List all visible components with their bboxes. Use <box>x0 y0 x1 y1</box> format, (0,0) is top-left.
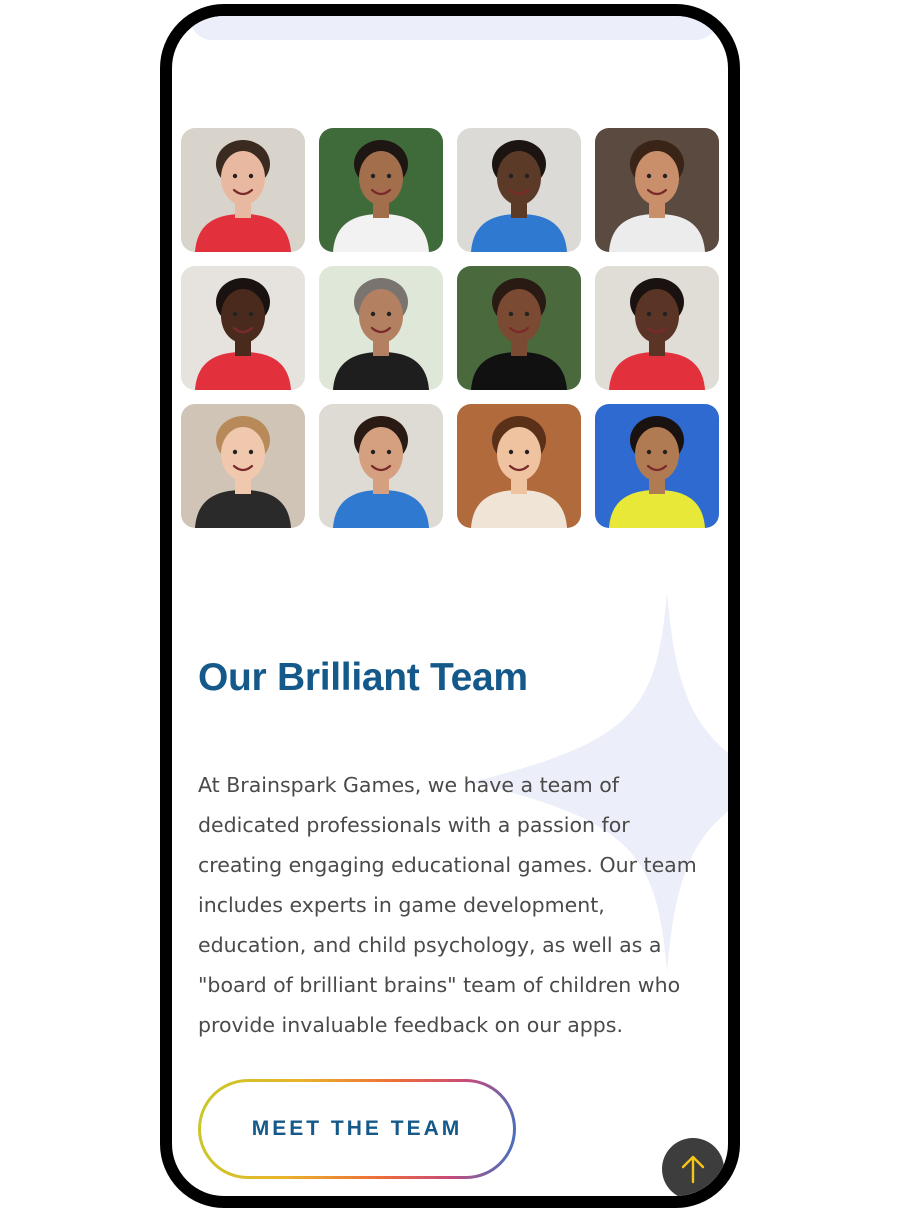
header-strip <box>190 16 718 40</box>
team-photo-8 <box>595 266 719 390</box>
screen <box>172 16 728 1196</box>
section-title: Our Brilliant Team <box>198 656 528 699</box>
team-photo-4 <box>595 128 719 252</box>
phone-frame <box>160 4 740 1208</box>
team-photo-2 <box>319 128 443 252</box>
team-photo-grid <box>181 128 718 528</box>
team-photo-7 <box>457 266 581 390</box>
arrow-up-icon <box>680 1154 706 1184</box>
team-photo-9 <box>181 404 305 528</box>
meet-the-team-label: MEET THE TEAM <box>201 1082 513 1176</box>
team-photo-5 <box>181 266 305 390</box>
meet-the-team-button[interactable] <box>198 1079 516 1179</box>
scroll-to-top-button[interactable] <box>662 1138 724 1200</box>
team-photo-12 <box>595 404 719 528</box>
team-photo-6 <box>319 266 443 390</box>
section-description: At Brainspark Games, we have a team of dedicated professionals with a passion for creating engaging educational games. Our team includes experts in game development, education, and child psychology, as well as a "board of brilliant brains" team of children who provide invaluable feedback on our apps. <box>198 773 697 1037</box>
team-photo-10 <box>319 404 443 528</box>
team-photo-1 <box>181 128 305 252</box>
team-photo-11 <box>457 404 581 528</box>
team-photo-3 <box>457 128 581 252</box>
